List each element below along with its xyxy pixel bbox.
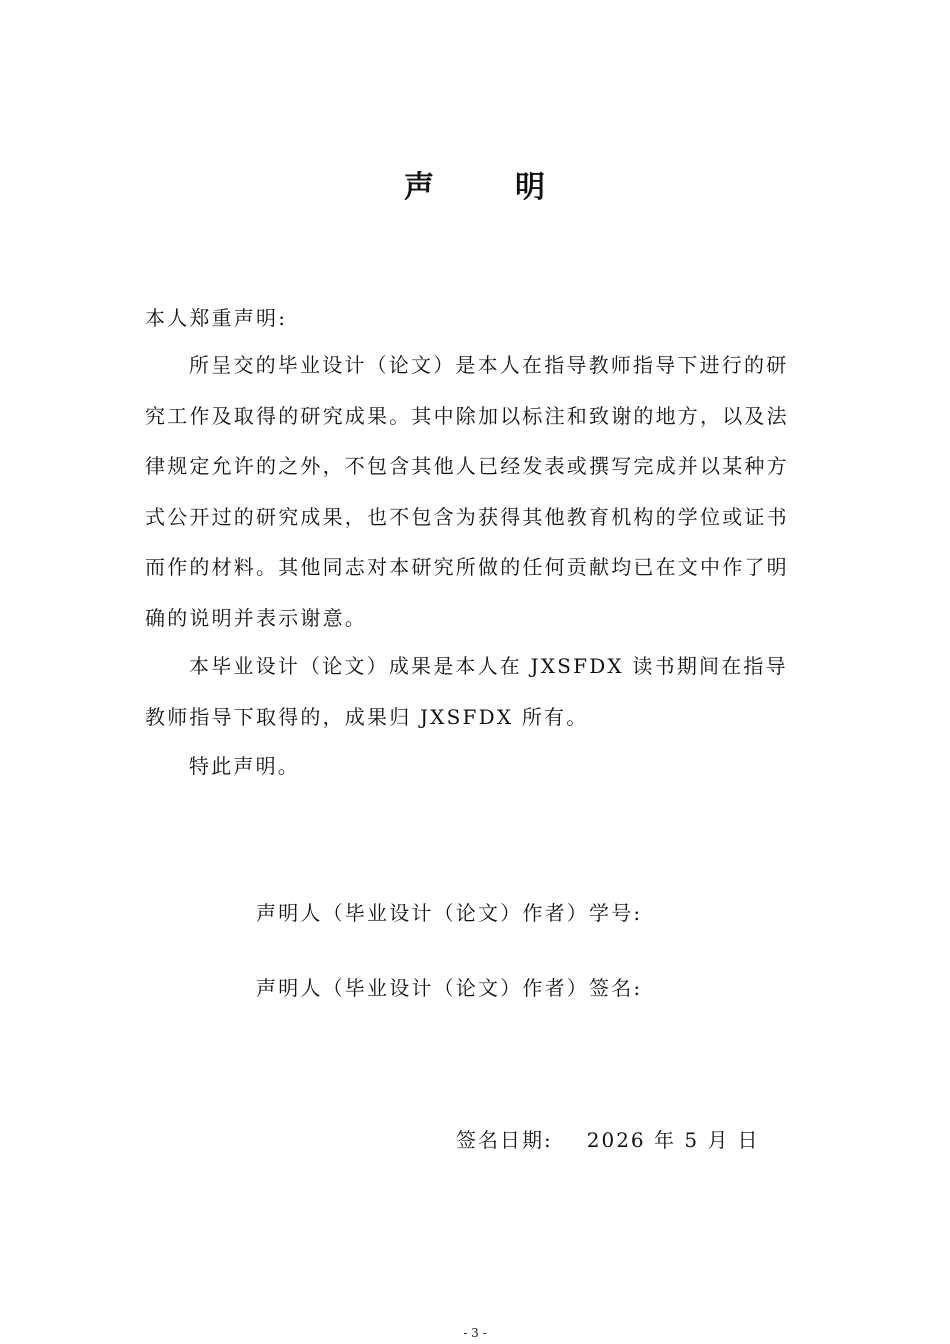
intro-line: 本人郑重声明: <box>145 306 288 330</box>
title-char-1: 声 <box>404 170 435 205</box>
page-title <box>0 168 950 208</box>
signature-label: 声明人（毕业设计（论文）作者）签名: <box>256 976 643 1000</box>
date-label: 签名日期: <box>456 1128 553 1152</box>
title-char-2: 明 <box>515 170 546 205</box>
student-id-label: 声明人（毕业设计（论文）作者）学号: <box>256 901 643 925</box>
declaration-paragraph-3: 特此声明。 <box>189 754 300 778</box>
declaration-paragraph-2: 本毕业设计（论文）成果是本人在 JXSFDX 读书期间在指导教师指导下取得的，成果归 JXSFDX 所有。 <box>145 654 788 729</box>
date-value: 2026 年 5 月 <box>586 1128 730 1152</box>
signature-date <box>456 1122 759 1158</box>
declaration-paragraph-1: 所呈交的毕业设计（论文）是本人在指导教师指导下进行的研究工作及取得的研究成果。其中除加以标注和致谢的地方，以及法律规定允许的之外，不包含其他人已经发表或撰写完成并以某种方式公开过的研究成果，也不包含为获得其他教育机构的学位或证书而作的材料。其他同志对本研究所做的任何贡献均已在文中作了明确的说明并表示谢意。 <box>145 353 789 630</box>
date-day: 日 <box>737 1128 760 1152</box>
page-number: - 3 - <box>463 1326 487 1340</box>
